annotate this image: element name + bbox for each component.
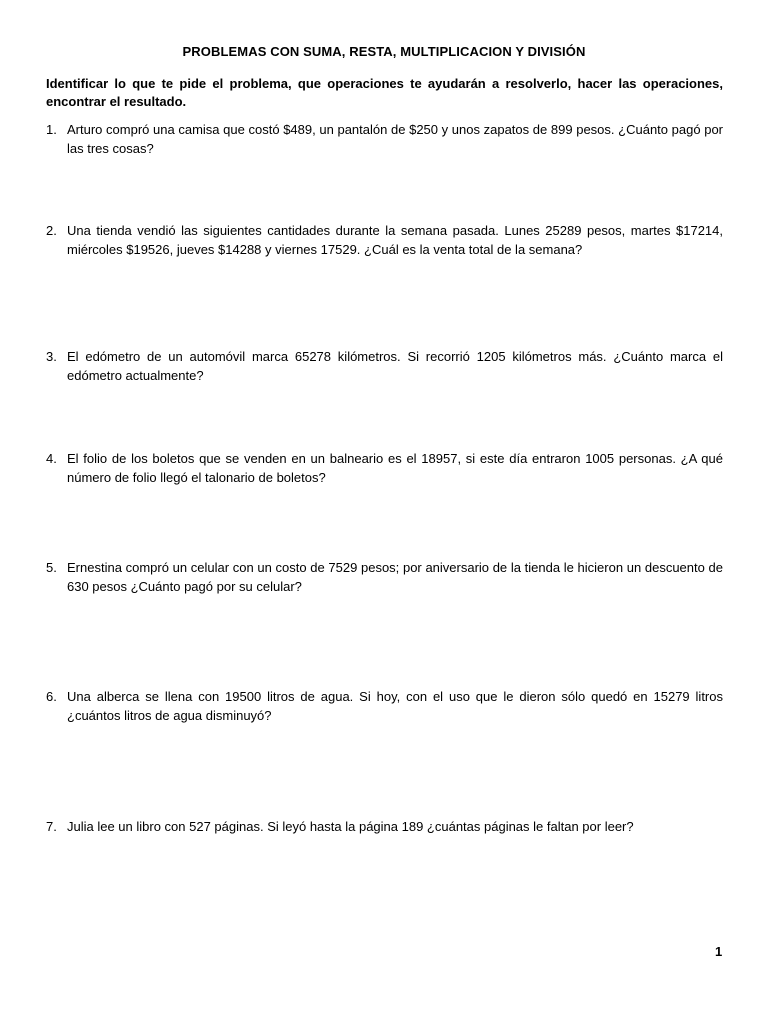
problem-item	[46, 817, 723, 836]
problem-number: 3.	[46, 349, 57, 364]
problem-text: Una alberca se llena con 19500 litros de agua. Si hoy, con el uso que le dieron sólo quedó en 15279 litros ¿cuántos litros de agua disminuyó?	[67, 689, 723, 723]
page-title: PROBLEMAS CON SUMA, RESTA, MULTIPLICACION Y DIVISIÓN	[182, 44, 586, 59]
problem-number: 2.	[46, 223, 57, 238]
problem-number: 1.	[46, 122, 57, 137]
problem-item	[46, 449, 723, 487]
problem-number: 5.	[46, 560, 57, 575]
problem-number: 6.	[46, 689, 57, 704]
problem-text: Julia lee un libro con 527 páginas. Si leyó hasta la página 189 ¿cuántas páginas le faltan por leer?	[67, 819, 634, 834]
problem-text: Arturo compró una camisa que costó $489, un pantalón de $250 y unos zapatos de 899 pesos. ¿Cuánto pagó por las tres cosas?	[67, 122, 723, 156]
problem-item	[46, 687, 723, 725]
problem-number: 7.	[46, 819, 57, 834]
page-number: 1	[715, 944, 723, 959]
problem-text: Ernestina compró un celular con un costo de 7529 pesos; por aniversario de la tienda le hicieron un descuento de 630 pesos ¿Cuánto pagó por su celular?	[67, 560, 723, 594]
problem-item	[46, 120, 723, 158]
problem-text: El edómetro de un automóvil marca 65278 kilómetros. Si recorrió 1205 kilómetros más. ¿Cuánto marca el edómetro actualmente?	[67, 349, 723, 383]
problem-item	[46, 558, 723, 596]
problem-text: Una tienda vendió las siguientes cantidades durante la semana pasada. Lunes 25289 pesos, martes $17214, miércoles $19526, jueves $14288 y viernes 17529. ¿Cuál es la venta total de la semana?	[67, 223, 723, 257]
problem-text: El folio de los boletos que se venden en un balneario es el 18957, si este día entraron 1005 personas. ¿A qué número de folio llegó el talonario de boletos?	[67, 451, 723, 485]
problem-number: 4.	[46, 451, 57, 466]
instructions: Identificar lo que te pide el problema, que operaciones te ayudarán a resolverlo, hacer las operaciones, encontrar el resultado.	[46, 76, 723, 109]
problem-item	[46, 347, 723, 385]
problem-item	[46, 221, 723, 259]
